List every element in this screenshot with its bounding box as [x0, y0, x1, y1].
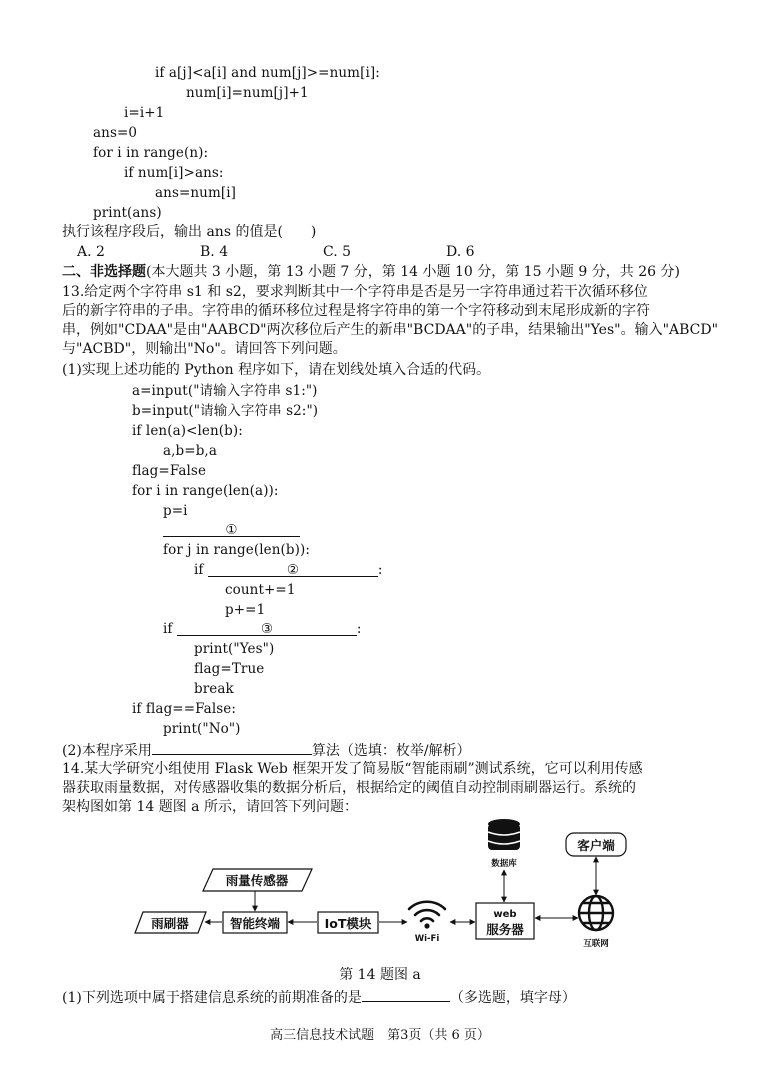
- section-desc: (本大题共 3 小题，第 13 小题 7 分，第 14 小题 10 分，第 15 小题 9 分，共 26 分): [146, 264, 680, 280]
- q14-text: 架构图如第 14 题图 a 所示，请回答下列问题：: [62, 799, 358, 815]
- q13-text: 与"ACBD"，则输出"No"。请回答下列问题。: [62, 341, 347, 357]
- q13-sub1: (1)实现上述功能的 Python 程序如下，请在划线处填入合适的代码。: [62, 362, 491, 378]
- choice-d: D. 6: [446, 244, 475, 260]
- code-line: b=input("请输入字符串 s2:"): [132, 403, 319, 419]
- code-line: if len(a)<len(b):: [132, 423, 243, 439]
- code-line: a,b=b,a: [163, 443, 217, 459]
- code-line: if a[j]<a[i] and num[j]>=num[i]:: [155, 65, 380, 81]
- code-line: print("Yes"): [194, 641, 275, 657]
- code-line: if flag==False:: [132, 701, 237, 717]
- choice-b: B. 4: [200, 244, 229, 260]
- colon: :: [356, 621, 362, 637]
- code-line: ans=num[i]: [155, 185, 237, 201]
- terminal-label: 智能终端: [229, 916, 281, 931]
- q13-sub2-text: (2)本程序采用: [62, 743, 152, 759]
- colon: :: [377, 562, 383, 578]
- q12-stem: 执行该程序段后，输出 ans 的值是( ): [62, 224, 317, 240]
- internet-label: 互联网: [583, 939, 609, 949]
- code-line: for i in range(n):: [93, 145, 209, 161]
- answer-blank-1[interactable]: ①: [163, 521, 300, 537]
- if-keyword: if: [163, 621, 173, 637]
- page-footer: 高三信息技术试题 第3页（共 6 页）: [270, 1028, 490, 1043]
- choice-c: C. 5: [323, 244, 352, 260]
- database-icon: [488, 819, 520, 850]
- code-line: i=i+1: [124, 105, 165, 121]
- client-label: 客户端: [577, 838, 615, 853]
- q13-sub2-text-end: 算法（选填：枚举/解析）: [311, 743, 471, 759]
- q14-text: 14.某大学研究小组使用 Flask Web 框架开发了简易版“智能雨刷”测试系统，它可以利用传感: [62, 761, 643, 777]
- wiper-label: 雨刷器: [151, 916, 189, 931]
- code-line: for j in range(len(b)):: [163, 542, 311, 558]
- code-line: num[i]=num[j]+1: [186, 85, 309, 101]
- q13-text: 后的新字符串的子串。字符串的循环移位过程是将字符串的第一个字符移动到末尾形成新的字符: [62, 303, 650, 319]
- code-line: p=i: [163, 503, 188, 519]
- section-title: 二、非选择题: [62, 264, 146, 280]
- server-label-top: web: [493, 909, 517, 920]
- q13-text: 13.给定两个字符串 s1 和 s2，要求判断其中一个字符串是否是另一字符串通过若干次循环移位: [62, 284, 648, 300]
- database-label: 数据库: [491, 859, 517, 869]
- answer-blank-q14-1[interactable]: [362, 986, 450, 1002]
- code-line: p+=1: [225, 602, 266, 618]
- q14-text: 器获取雨量数据，对传感器收集的数据分析后，根据给定的阈值自动控制雨刷器运行。系统的: [62, 780, 636, 796]
- code-line: flag=True: [194, 661, 265, 677]
- code-line: break: [194, 681, 234, 697]
- code-line: print("No"): [163, 721, 241, 737]
- code-line: flag=False: [132, 463, 207, 479]
- answer-blank-2[interactable]: ②: [208, 561, 378, 577]
- figure-caption: 第 14 题图 a: [339, 967, 421, 983]
- code-line: ans=0: [93, 125, 138, 141]
- if-keyword: if: [194, 562, 204, 578]
- wifi-label: Wi-Fi: [414, 934, 440, 944]
- iot-label: IoT模块: [324, 916, 372, 931]
- wifi-icon: [409, 902, 445, 921]
- server-label-bottom: 服务器: [486, 922, 524, 937]
- q14-sub1-text-end: （多选题，填字母）: [449, 990, 576, 1006]
- q14-sub1-text: (1)下列选项中属于搭建信息系统的前期准备的是: [62, 990, 362, 1006]
- answer-blank-3[interactable]: ③: [177, 620, 357, 636]
- code-line: a=input("请输入字符串 s1:"): [132, 383, 318, 399]
- globe-icon: [579, 896, 613, 930]
- wifi-dot: [424, 923, 429, 928]
- code-line: print(ans): [93, 205, 162, 221]
- code-line: if num[i]>ans:: [124, 165, 224, 181]
- q13-text: 串，例如"CDAA"是由"AABCD"两次移位后产生的新串"BCDAA"的子串，结果输出"Yes"。输入"ABCD": [62, 322, 719, 338]
- q14-sub1: [62, 986, 576, 1007]
- code-line: count+=1: [225, 582, 296, 598]
- choice-a: A. 2: [77, 244, 105, 260]
- rain-sensor-label: 雨量传感器: [225, 873, 289, 888]
- code-line: for i in range(len(a)):: [132, 483, 279, 499]
